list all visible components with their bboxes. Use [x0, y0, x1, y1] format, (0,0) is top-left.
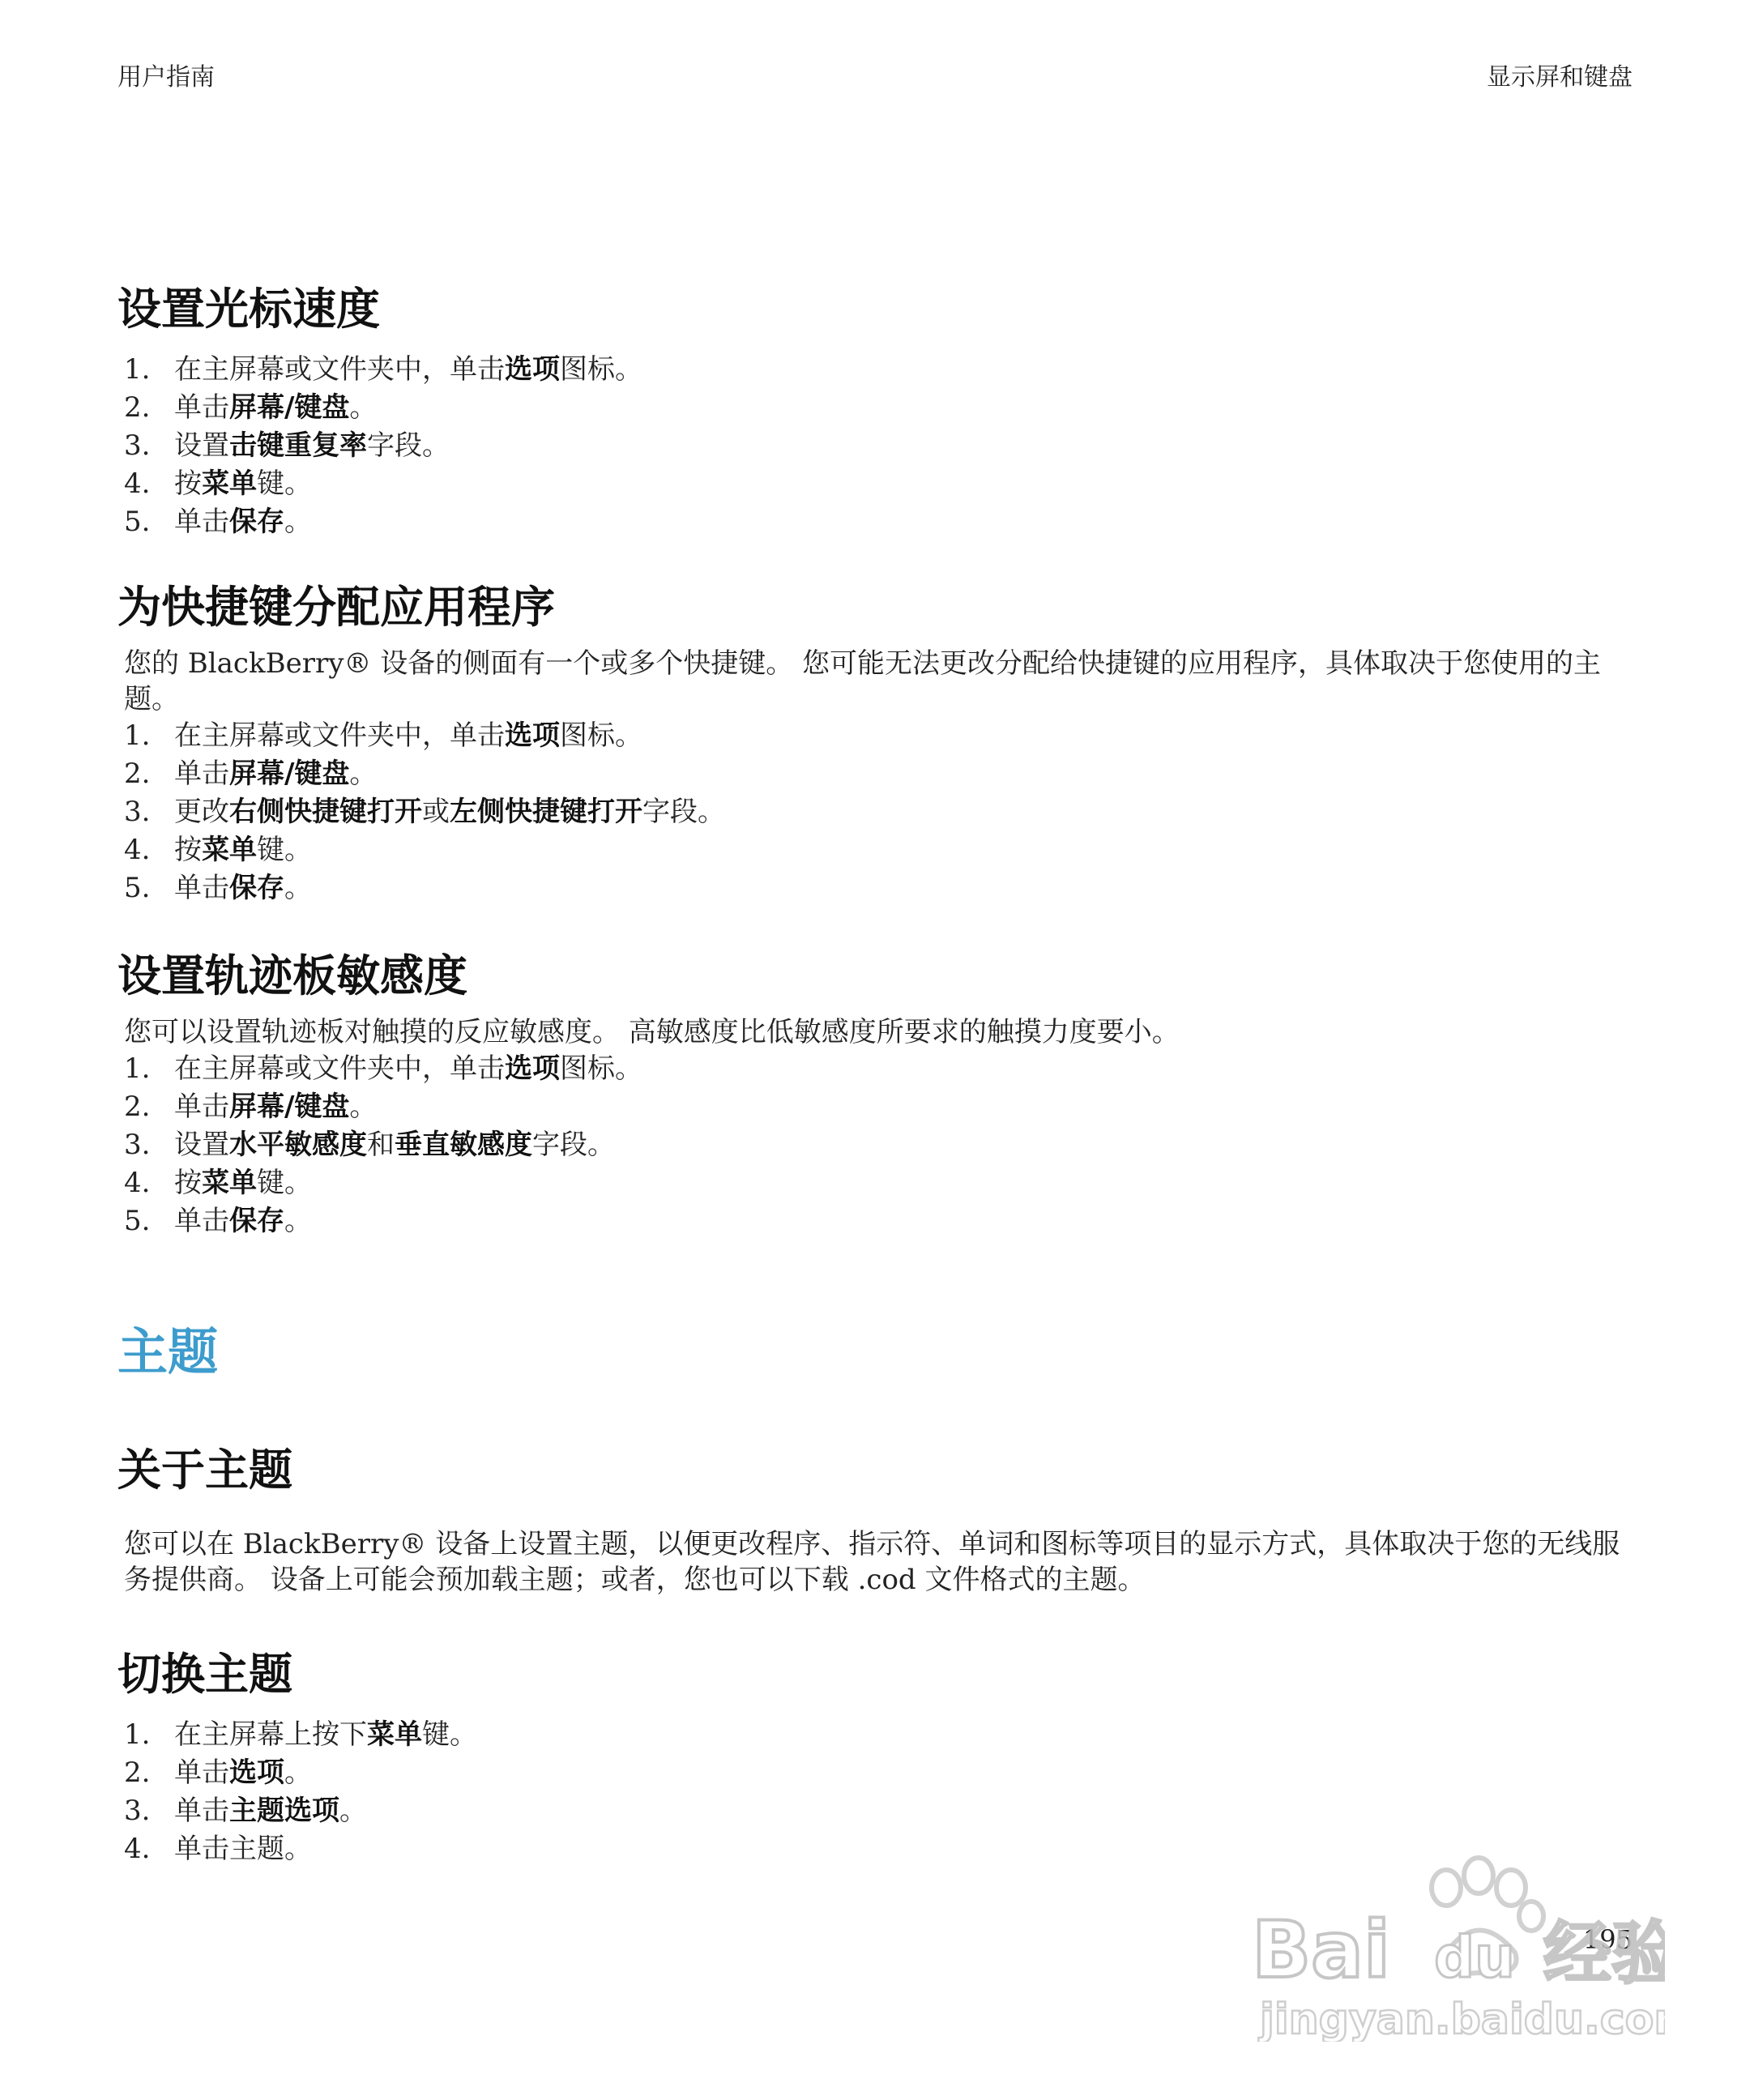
step-text: 更改: [174, 796, 229, 828]
ui-term: 选项: [505, 719, 560, 752]
step-number: 4.: [124, 467, 151, 500]
ui-term: 菜单: [202, 834, 257, 866]
step-text: 单击主题。: [174, 1833, 312, 1865]
step-number: 1.: [124, 353, 151, 386]
step-text: 单击: [174, 758, 229, 790]
step-text: 单击: [174, 872, 229, 904]
step-text: 。: [339, 1795, 367, 1827]
chapter-title: 主题: [117, 1322, 219, 1381]
step-text: 。: [284, 506, 312, 538]
baidu-watermark-logo: [1244, 1839, 1665, 2042]
step-number: 3.: [124, 1129, 151, 1161]
step-item: [117, 465, 1641, 503]
section-title: 切换主题: [117, 1649, 292, 1700]
ui-term: 选项: [505, 1052, 560, 1085]
step-text: 键。: [422, 1718, 477, 1751]
step-number: 5.: [124, 506, 151, 538]
section-about-themes: [117, 1445, 1641, 1598]
ui-term: 菜单: [202, 1167, 257, 1199]
section-title: 设置轨迹板敏感度: [117, 950, 467, 1001]
step-item: [117, 869, 1641, 907]
steps-list: [117, 717, 1641, 907]
step-text: 设置: [174, 1129, 229, 1161]
ui-term: 击键重复率: [229, 429, 367, 462]
step-text: 。: [284, 872, 312, 904]
step-text: 或: [422, 796, 450, 828]
step-text: 字段。: [367, 429, 450, 462]
step-number: 3.: [124, 429, 151, 462]
section-intro: 您可以设置轨迹板对触摸的反应敏感度。 高敏感度比低敏感度所要求的触摸力度要小。: [124, 1016, 1180, 1048]
ui-term: 水平敏感度: [229, 1129, 367, 1161]
step-number: 3.: [124, 796, 151, 828]
step-number: 1.: [124, 719, 151, 752]
step-text: 图标。: [560, 1052, 642, 1085]
ui-term: 屏幕/键盘: [229, 758, 350, 790]
step-text: 在主屏幕或文件夹中，单击: [174, 719, 505, 752]
ui-term: 保存: [229, 506, 284, 538]
step-text: 。: [349, 391, 378, 424]
section-title: 为快捷键分配应用程序: [117, 582, 555, 633]
section-intro: 您可以在 BlackBerry® 设备上设置主题，以便更改程序、指示符、单词和图标等项目的显示方式，具体取决于您的无线服务提供商。 设备上可能会预加载主题；或者，您也可以下载 .cod 文件格式的主题。: [124, 1528, 1620, 1596]
step-text: 和: [367, 1129, 395, 1161]
svg-text:Bai: Bai: [1252, 1905, 1390, 1995]
step-item: [117, 351, 1641, 389]
step-text: 。: [284, 1756, 312, 1789]
step-number: 4.: [124, 1167, 151, 1199]
running-header-left: 用户指南: [117, 63, 215, 92]
ui-term: 左侧快捷键打开: [450, 796, 642, 828]
step-item: [117, 427, 1641, 465]
step-item: [117, 389, 1641, 427]
steps-list: [117, 351, 1641, 541]
ui-term: 主题选项: [229, 1795, 339, 1827]
step-text: 按: [174, 467, 202, 500]
step-number: 2.: [124, 1756, 151, 1789]
step-number: 1.: [124, 1718, 151, 1751]
step-text: 图标。: [560, 719, 642, 752]
section-cursor-speed: [117, 284, 1641, 541]
ui-term: 屏幕/键盘: [229, 391, 350, 424]
step-item: [117, 1164, 1641, 1202]
step-number: 2.: [124, 1091, 151, 1123]
step-item: [117, 1126, 1641, 1164]
step-text: 单击: [174, 1795, 229, 1827]
step-text: 键。: [257, 1167, 312, 1199]
section-trackpad-sensitivity: [117, 950, 1641, 1240]
step-number: 4.: [124, 834, 151, 866]
step-text: 单击: [174, 391, 229, 424]
step-text: 单击: [174, 1756, 229, 1789]
step-text: 字段。: [532, 1129, 615, 1161]
step-number: 4.: [124, 1833, 151, 1865]
step-text: 按: [174, 834, 202, 866]
step-item: [117, 1716, 1641, 1754]
ui-term: 屏幕/键盘: [229, 1091, 350, 1123]
step-item: [117, 755, 1641, 793]
step-text: 设置: [174, 429, 229, 462]
step-item: [117, 831, 1641, 869]
steps-list: [117, 1050, 1641, 1240]
step-item: [117, 793, 1641, 831]
step-number: 3.: [124, 1795, 151, 1827]
ui-term: 垂直敏感度: [395, 1129, 532, 1161]
ui-term: 保存: [229, 1205, 284, 1237]
step-text: 在主屏幕上按下: [174, 1718, 367, 1751]
step-text: 键。: [257, 467, 312, 500]
step-number: 5.: [124, 872, 151, 904]
step-text: 图标。: [560, 353, 642, 386]
section-title: 关于主题: [117, 1445, 292, 1496]
ui-term: 菜单: [367, 1718, 422, 1751]
step-text: 键。: [257, 834, 312, 866]
step-item: [117, 1088, 1641, 1126]
step-item: [117, 1202, 1641, 1240]
step-text: 单击: [174, 1205, 229, 1237]
step-number: 1.: [124, 1052, 151, 1085]
step-item: [117, 1754, 1641, 1792]
section-title: 设置光标速度: [117, 284, 380, 335]
section-convenience-key: [117, 582, 1641, 907]
chapter-themes: [117, 1322, 1641, 1381]
step-item: [117, 1050, 1641, 1088]
svg-text:经验: 经验: [1543, 1914, 1665, 1993]
step-text: 字段。: [642, 796, 725, 828]
page-number: 195: [1582, 1924, 1633, 1955]
ui-term: 保存: [229, 872, 284, 904]
step-text: 。: [349, 1091, 378, 1123]
step-text: 单击: [174, 506, 229, 538]
step-text: 单击: [174, 1091, 229, 1123]
step-text: 在主屏幕或文件夹中，单击: [174, 353, 505, 386]
svg-text:jingyan.baidu.com: jingyan.baidu.com: [1260, 1995, 1665, 2042]
section-intro: 您的 BlackBerry® 设备的侧面有一个或多个快捷键。 您可能无法更改分配给快捷键的应用程序，具体取决于您使用的主题。: [124, 647, 1602, 715]
ui-term: 右侧快捷键打开: [229, 796, 422, 828]
step-text: 。: [284, 1205, 312, 1237]
ui-term: 菜单: [202, 467, 257, 500]
step-text: 在主屏幕或文件夹中，单击: [174, 1052, 505, 1085]
svg-text:du: du: [1434, 1924, 1515, 1991]
section-switch-theme: [117, 1649, 1641, 1868]
step-text: 。: [349, 758, 378, 790]
step-number: 2.: [124, 758, 151, 790]
step-number: 5.: [124, 1205, 151, 1237]
running-header-right: 显示屏和键盘: [1487, 63, 1633, 92]
step-number: 2.: [124, 391, 151, 424]
step-text: 按: [174, 1167, 202, 1199]
ui-term: 选项: [229, 1756, 284, 1789]
step-item: [117, 1792, 1641, 1830]
step-item: [117, 717, 1641, 755]
ui-term: 选项: [505, 353, 560, 386]
step-item: [117, 503, 1641, 541]
